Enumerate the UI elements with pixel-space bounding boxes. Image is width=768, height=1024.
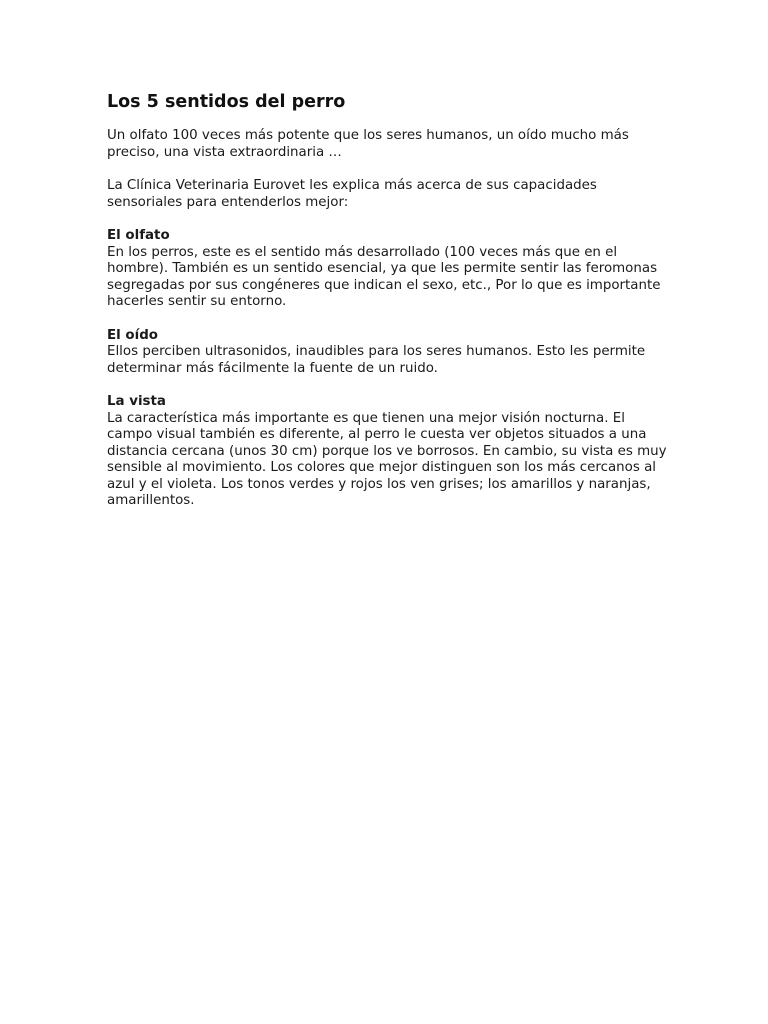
section-heading: La vista: [107, 394, 166, 409]
section-heading: El olfato: [107, 228, 170, 243]
document-title: Los 5 sentidos del perro: [107, 92, 346, 112]
intro-paragraph: Un olfato 100 veces más potente que los seres humanos, un oído mucho más preciso, una vista extraordinaria …: [107, 128, 629, 160]
section-body: En los perros, este es el sentido más desarrollado (100 veces más que en el hombre). También es un sentido esencial, ya que les permite sentir las feromonas segregadas por sus congéneres que indican el sexo, etc., Por lo que es importante hacerles sentir su entorno.: [107, 244, 661, 309]
intro-paragraph: La Clínica Veterinaria Eurovet les explica más acerca de sus capacidades sensoriales para entenderlos mejor:: [107, 178, 597, 210]
section-body: La característica más importante es que tienen una mejor visión nocturna. El campo visual también es diferente, al perro le cuesta ver objetos situados a una distancia cercana (unos 30 cm) porque los ve borrosos. En cambio, su vista es muy sensible al movimiento. Los colores que mejor distinguen son los más cercanos al azul y el violeta. Los tonos verdes y rojos los ven grises; los amarillos y naranjas, amarillentos.: [107, 410, 667, 508]
section-olfato: [107, 228, 667, 311]
section-body: Ellos perciben ultrasonidos, inaudibles para los seres humanos. Esto les permite determinar más fácilmente la fuente de un ruido.: [107, 344, 646, 376]
section-oido: [107, 328, 667, 378]
document-content: [107, 91, 667, 527]
section-vista: [107, 394, 667, 510]
section-heading: El oído: [107, 327, 158, 343]
